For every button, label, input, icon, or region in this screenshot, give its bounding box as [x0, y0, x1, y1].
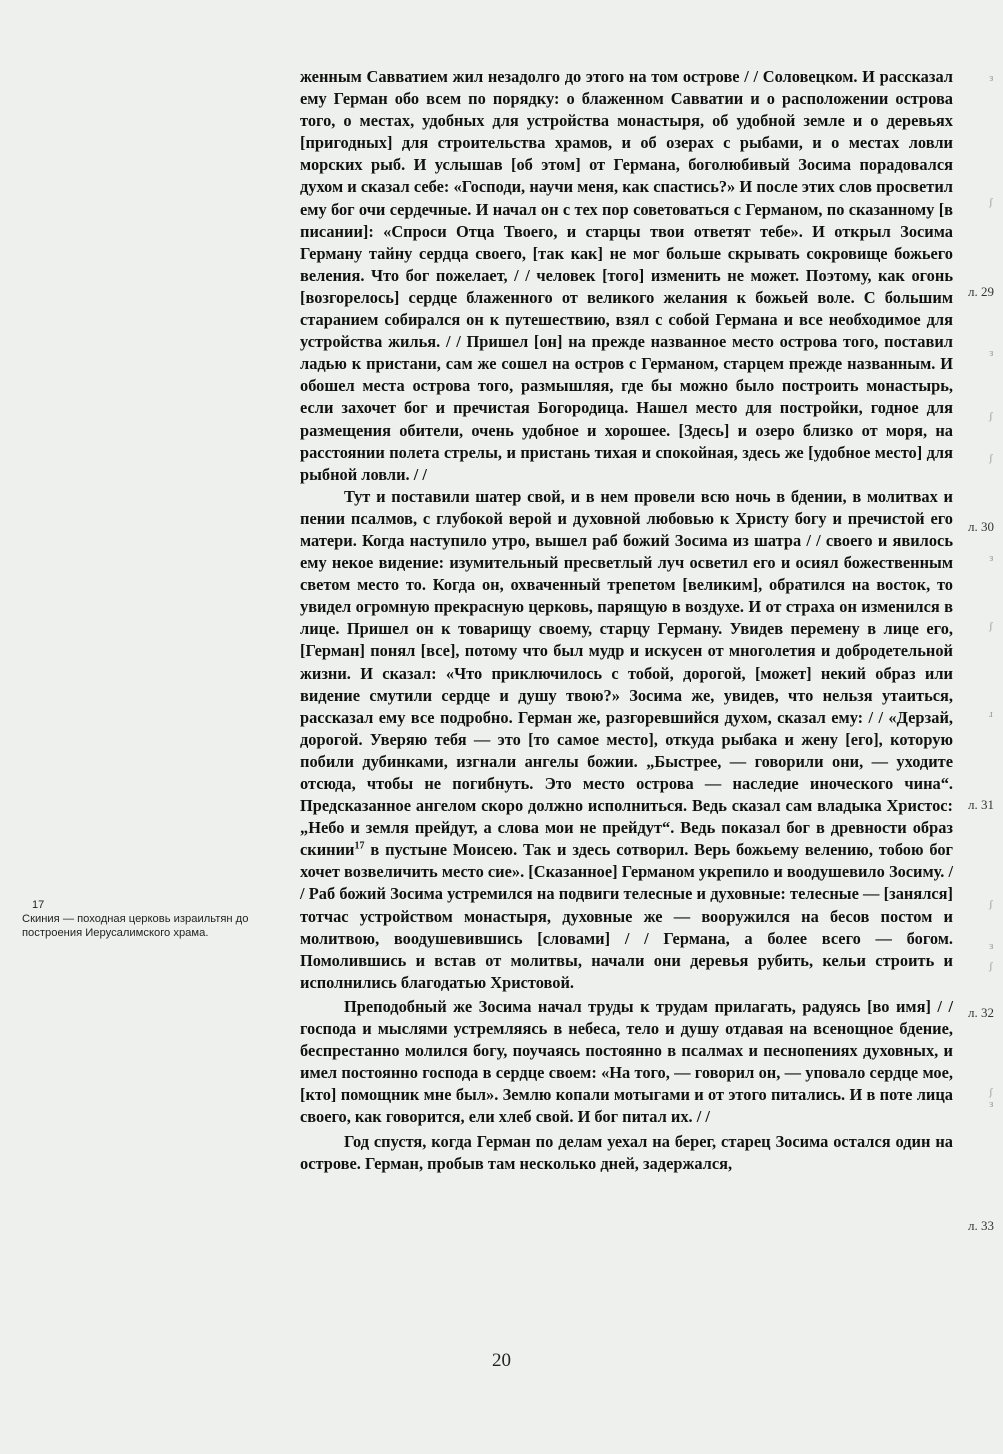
edge-mark: ʃ: [989, 1086, 993, 1098]
margin-note-l31: л. 31: [968, 797, 994, 812]
paragraph-4: Год спустя, когда Герман по делам уехал на берег, старец Зосима остался один на острове. Герман, пробыв там несколько дней, задержался,: [300, 1131, 953, 1173]
footnote-number: 17: [32, 899, 45, 911]
footnote-reference: 17: [354, 840, 365, 852]
footnote-text: Скиния — походная церковь израильтян до построения Иерусалимского храма.: [22, 913, 249, 939]
margin-note-l29: л. 29: [968, 284, 994, 299]
paragraph-2: [300, 486, 953, 994]
edge-mark: з: [989, 72, 994, 84]
page-number: 20: [492, 1350, 511, 1371]
footnote: [22, 898, 270, 940]
edge-mark: з: [989, 552, 994, 564]
edge-mark: з: [989, 940, 994, 952]
edge-mark: ʃ: [989, 452, 993, 464]
paragraph-1: женным Савватием жил незадолго до этого на том острове / / Соловецком. И рассказал ему Герман обо всем по порядку: о блаженном Савватии и о расположении острова того, о местах, удобных для устройства монастыря, об удобной земле и о деревьях [пригодных] для строительства храмов, и об озерах с рыбами, и о местах ловли морских рыб. И услышав [об этом] от Германа, боголюбивый Зосима порадовался духом и сказал себе: «Господи, научи меня, как спастись?» И после этих слов просветил ему бог очи сердечные. И начал он с тех пор советоваться с Германом, по сказанному [в писании]: «Спроси Отца Твоего, и старцы твои ответят тебе». И открыл Зосима Герману тайну сердца своего, [так как] не мог больше скрывать сокровище божьего веления. Что бог пожелает, / / человек [того] изменить не может. Поэтому, как огонь [возгорелось] сердце блаженного от великого желания к божьей воле. С большим старанием собирался он к путешествию, взял с собой Германа и все необходимое для устройства жилья. / / Пришел [он] на прежде названное место острова того, поставил ладью к пристани, сам же сошел на остров с Германом, старцем прежде названным. И обошел места острова того, размышляя, где бы можно было построить монастырь, если захочет бог и пречистая Богородица. Нашел место для постройки, годное для размещения обители, очень удобное и хорошее. [Здесь] и озеро близко от моря, на расстоянии полета стрелы, и пристань тихая и спокойная, здесь же [удобное место] для рыбной ловли. / /: [300, 67, 953, 484]
edge-mark: ʃ: [989, 898, 993, 910]
paragraph-2-part-2: в пустыне Моисею. Так и здесь сотворил. Верь божьему велению, тобою бог хочет возвеличить место сие». [Сказанное] Германом укрепило и воодушевило Зосиму. / / Раб божий Зосима устремился на подвиги телесные и духовные: телесные — [занялся] тотчас устройством монастыря, духовные же — вооружился на бесов постом и молитвою, воодушевившись [словами] / / Германа, а более всего — богом. Помолившись и встав от молитвы, начали они деревья рубить, кельи строить и исполнились благодатью Христовой.: [300, 840, 953, 992]
paragraph-2-part-1: Тут и поставили шатер свой, и в нем провели всю ночь в бдении, в молитвах и пении псалмов, с глубокой верой и духовной любовью к Христу богу и пречистой его матери. Когда наступило утро, вышел раб божий Зосима из шатра / / своего и явилось ему некое видение: изумительный пресветлый луч осветил его и осиял божественным светом место то. Когда он, охваченный трепетом [великим], обратился на восток, то увидел огромную прекрасную церковь, парящую в воздухе. И от страха он изменился в лице. Пришел он к товарищу своему, старцу Герману. Увидев перемену в лице его, [Герман] понял [все], потому что был мудр и искусен от многолетия и добродетельной жизни. И сказал: «Что приключилось с тобой, дорогой, [может] некий образ или видение смутили сердце и душу твою?» Зосима же, увидев, что нельзя утаиться, рассказал ему все подробно. Герман же, разгоревшийся духом, сказал ему: / / «Дерзай, дорогой. Уверяю тебя — это [то самое место], откуда рыбака и жену [его], которую побили дубинками, изгнали ангелы божии. „Быстрее, — говорили они, — уходите отсюда, чтобы не погибнуть. Это место острова — наследие иноческого чина“. Предсказанное ангелом скоро должно исполниться. Ведь сказал сам владыка Христос: „Небо и земля прейдут, а слова мои не прейдут“. Ведь показал бог в древности образ скинии: [300, 486, 953, 860]
edge-mark: з: [989, 1098, 994, 1110]
edge-mark: ɹ: [989, 708, 993, 720]
margin-note-l32: л. 32: [968, 1005, 994, 1020]
margin-note-l30: л. 30: [968, 519, 994, 534]
edge-mark: ʃ: [989, 960, 993, 972]
paragraph-3: Преподобный же Зосима начал труды к трудам прилагать, радуясь [во имя] / / господа и мыслями устремляясь в небеса, тело и душу отдавая на всенощное бдение, беспрестанно молился богу, поучаясь постоянно в псалмах и песнопениях духовных, и имел постоянно господа в сердце своем: «На того, — говорил он, — уповало сердце мое, [кто] помощник мне был». Землю копали мотыгами и от этого питались. И в поте лица своего, как говорится, ели хлеб свой. И бог питал их. / /: [300, 996, 953, 1127]
main-text-column: [300, 66, 953, 1175]
edge-mark: ʃ: [989, 410, 993, 422]
margin-note-l33: л. 33: [968, 1218, 994, 1233]
edge-mark: ʃ: [989, 196, 993, 208]
edge-mark: ʃ: [989, 620, 993, 632]
edge-mark: з: [989, 347, 994, 359]
